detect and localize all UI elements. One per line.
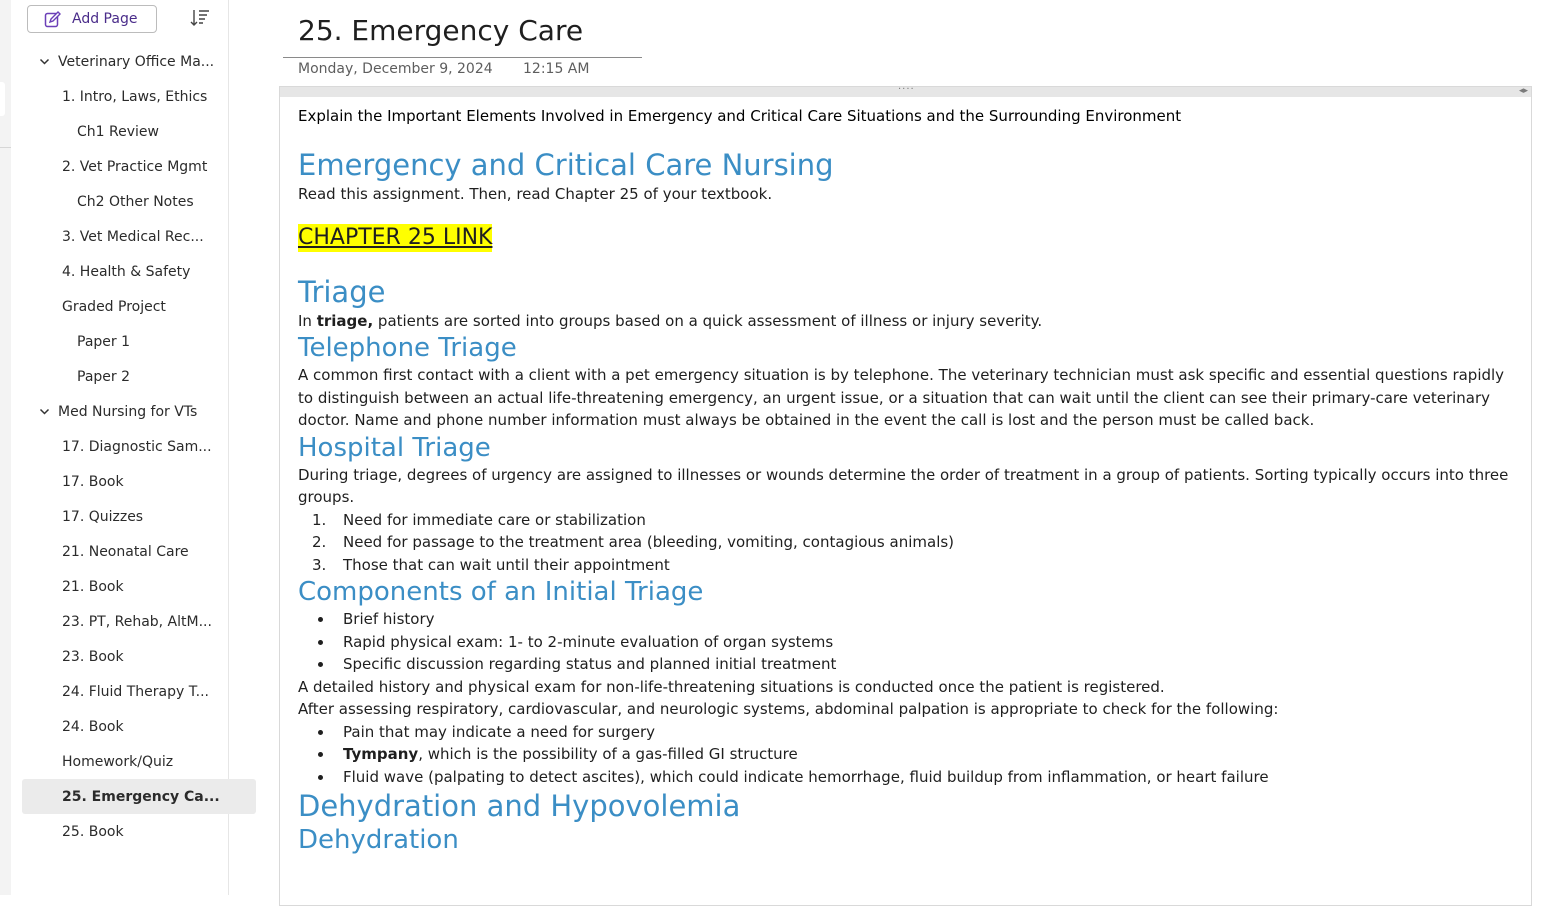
list-item: Pain that may indicate a need for surgery — [298, 721, 1523, 744]
resize-handle[interactable]: ◂▸ — [1518, 86, 1528, 96]
sidebar-page-item[interactable] — [22, 184, 228, 219]
chevron-down-icon[interactable] — [39, 406, 50, 417]
list-item: 3. Those that can wait until their appointment — [312, 555, 670, 574]
subtitle: Explain the Important Elements Involved in Emergency and Critical Care Situations and the Surrounding Environment — [298, 107, 1182, 125]
sidebar-page-item[interactable] — [22, 219, 228, 254]
sidebar-item-label: 23. Book — [62, 648, 124, 665]
add-page-label: Add Page — [72, 11, 138, 27]
list-item: Rapid physical exam: 1- to 2-minute evaluation of organ systems — [298, 631, 1523, 654]
sidebar-item-label: Med Nursing for VTs — [58, 403, 198, 420]
triage-components-list — [298, 608, 1523, 676]
paragraph-detailed-history: A detailed history and physical exam for non-life-threatening situations is conducted once the patient is registered. — [298, 677, 1165, 696]
sidebar-page-item[interactable] — [22, 639, 228, 674]
sidebar-item-label: 25. Book — [62, 823, 124, 840]
note-container[interactable] — [279, 81, 1532, 906]
chevron-down-icon[interactable] — [39, 56, 50, 67]
section-group-item[interactable] — [22, 44, 228, 79]
sidebar-page-item[interactable] — [22, 79, 228, 114]
sidebar-item-label: Ch2 Other Notes — [77, 193, 194, 210]
list-item: 1. Need for immediate care or stabilization — [312, 510, 646, 529]
sidebar-page-item[interactable] — [22, 534, 228, 569]
page-title[interactable]: 25. Emergency Care — [298, 14, 584, 47]
sidebar-item-label: 4. Health & Safety — [62, 263, 191, 280]
sidebar-item-label: 24. Book — [62, 718, 124, 735]
sidebar-page-item[interactable] — [22, 674, 228, 709]
palpation-findings-list — [298, 721, 1523, 789]
section-group-item[interactable] — [22, 394, 228, 429]
sidebar-page-item[interactable] — [22, 604, 228, 639]
note-container-handle[interactable] — [280, 81, 1531, 97]
add-page-icon — [44, 11, 61, 28]
move-grip[interactable]: .... — [898, 81, 915, 92]
sidebar-page-item[interactable] — [22, 149, 228, 184]
chapter-25-link[interactable]: CHAPTER 25 LINK — [298, 224, 493, 250]
heading-emergency-critical-care: Emergency and Critical Care Nursing — [298, 148, 834, 182]
sidebar-item-label: 17. Diagnostic Sam... — [62, 438, 212, 455]
sidebar-item-label: 23. PT, Rehab, AltM... — [62, 613, 212, 630]
paragraph-hospital-triage: During triage, degrees of urgency are assigned to illnesses or wounds determine the order of treatment in a group of patients. Sorting typically occurs into three groups. — [298, 465, 1509, 506]
paragraph-triage: In triage, patients are sorted into groups based on a quick assessment of illness or injury severity. — [298, 311, 1043, 330]
sidebar-page-item[interactable] — [22, 814, 228, 849]
sidebar-item-label: Paper 1 — [77, 333, 131, 350]
sidebar-item-label: 21. Neonatal Care — [62, 543, 189, 560]
sidebar-page-item[interactable] — [22, 429, 228, 464]
heading-telephone-triage: Telephone Triage — [298, 333, 517, 363]
page-list — [22, 44, 228, 849]
heading-hospital-triage: Hospital Triage — [298, 432, 491, 463]
sidebar-item-label: Paper 2 — [77, 368, 131, 385]
sidebar-page-item[interactable] — [22, 464, 228, 499]
sidebar-page-item[interactable] — [22, 744, 228, 779]
sort-pages-button[interactable] — [189, 7, 213, 31]
sidebar-page-item[interactable] — [22, 289, 228, 324]
list-item: Specific discussion regarding status and planned initial treatment — [298, 653, 1523, 676]
heading-dehydration-hypovolemia: Dehydration and Hypovolemia — [298, 789, 741, 823]
page-time: 12:15 AM — [523, 61, 590, 77]
paragraph-read-assignment: Read this assignment. Then, read Chapter 25 of your textbook. — [298, 185, 773, 203]
heading-components-initial-triage: Components of an Initial Triage — [298, 577, 704, 607]
sidebar-item-label: 3. Vet Medical Rec... — [62, 228, 204, 245]
sidebar-page-item[interactable] — [22, 254, 228, 289]
sidebar-page-item[interactable] — [22, 359, 228, 394]
add-page-button[interactable] — [27, 5, 157, 33]
sidebar-page-item[interactable] — [22, 324, 228, 359]
sidebar-item-label: Graded Project — [62, 298, 166, 315]
list-item: Fluid wave (palpating to detect ascites), which could indicate hemorrhage, fluid buildup from inflammation, or heart failure — [298, 766, 1523, 789]
paragraph-after-assessing: After assessing respiratory, cardiovascular, and neurologic systems, abdominal palpation is appropriate to check for the following: — [298, 700, 1279, 718]
heading-triage: Triage — [298, 274, 386, 309]
sidebar-item-label: 21. Book — [62, 578, 124, 595]
strip-divider — [0, 147, 11, 148]
title-underline — [283, 57, 642, 58]
note-body[interactable] — [298, 105, 1523, 856]
sidebar-page-item[interactable] — [22, 569, 228, 604]
page-date: Monday, December 9, 2024 — [298, 61, 493, 77]
sidebar-page-item[interactable] — [22, 709, 228, 744]
sidebar-item-label: 17. Quizzes — [62, 508, 144, 525]
sidebar-item-label: Veterinary Office Ma... — [58, 53, 215, 70]
sidebar-item-label: 24. Fluid Therapy T... — [62, 683, 209, 700]
sort-icon — [189, 7, 211, 29]
sidebar-item-label: Ch1 Review — [77, 123, 159, 140]
list-item: Brief history — [298, 608, 1523, 631]
paragraph-telephone-triage: A common first contact with a client with a pet emergency situation is by telephone. The veterinary technician must ask specific and essential questions rapidly to distinguish between an actual life-threatening emergency, an urgent issue, or a situation that can wait until the client can see their primary-care veterinary doctor. Name and phone number information must always be obtained in the event the call is lost and the person must be called back. — [298, 366, 1505, 429]
sidebar-item-label: 17. Book — [62, 473, 124, 490]
left-navigation-strip — [0, 0, 11, 895]
list-item: 2. Need for passage to the treatment area (bleeding, vomiting, contagious animals) — [312, 533, 955, 551]
sidebar-item-label: 2. Vet Practice Mgmt — [62, 158, 208, 175]
sidebar-page-item[interactable] — [22, 114, 228, 149]
triage-groups-list — [298, 509, 1523, 577]
page-list-sidebar — [11, 0, 229, 895]
section-tab-indicator[interactable] — [0, 82, 5, 116]
sidebar-item-label: 1. Intro, Laws, Ethics — [62, 88, 208, 105]
list-item: Tympany, which is the possibility of a gas-filled GI structure — [298, 743, 1523, 766]
sidebar-page-item[interactable] — [22, 779, 256, 814]
sidebar-page-item[interactable] — [22, 499, 228, 534]
heading-dehydration: Dehydration — [298, 825, 459, 855]
sidebar-item-label: Homework/Quiz — [62, 753, 174, 770]
sidebar-item-label: 25. Emergency Ca... — [62, 788, 220, 805]
